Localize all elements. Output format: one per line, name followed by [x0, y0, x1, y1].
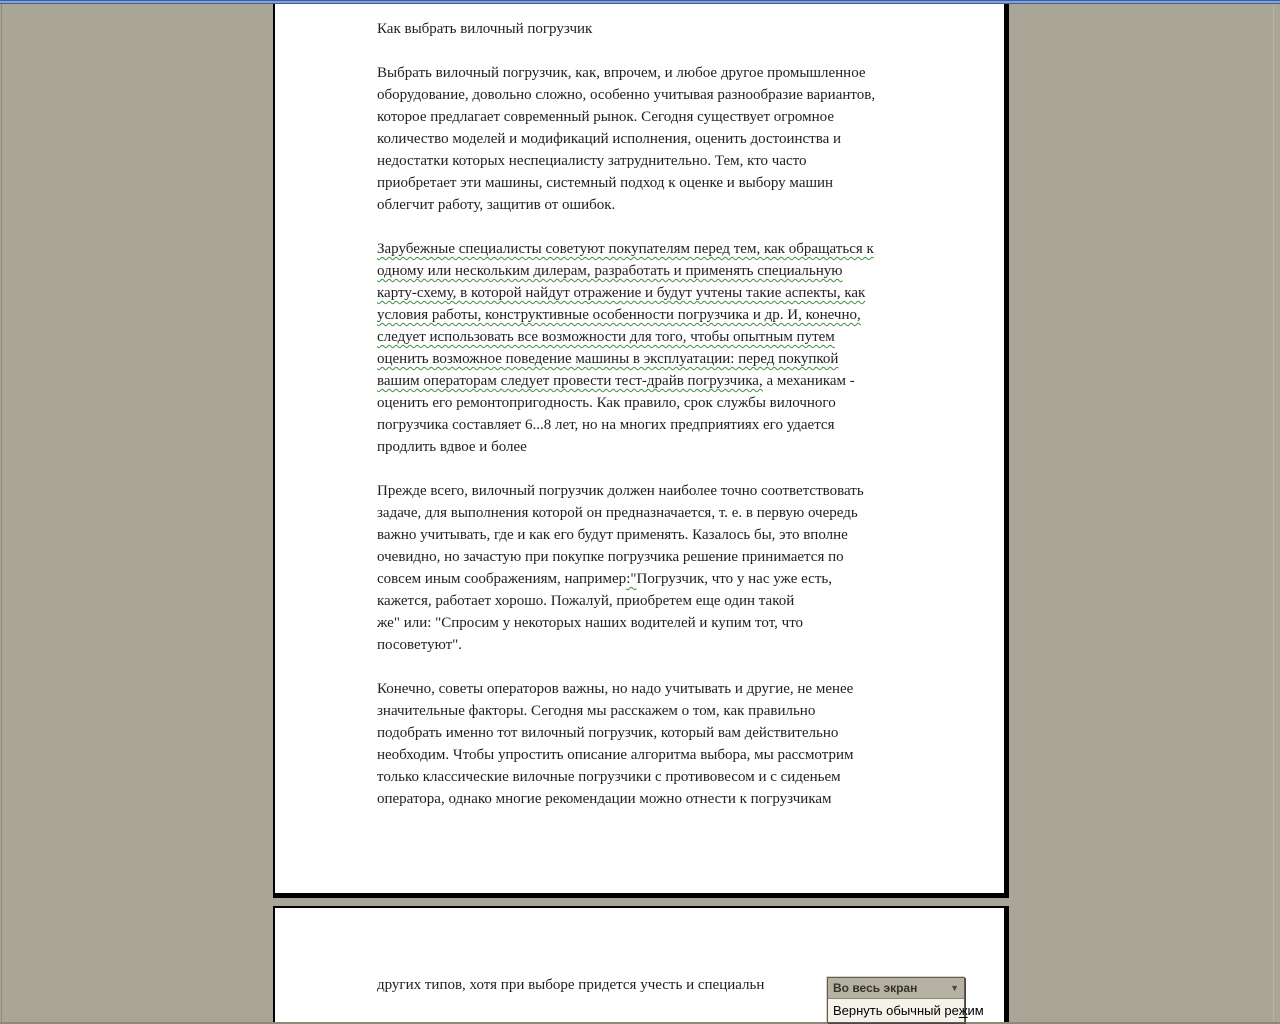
paragraph [377, 480, 974, 656]
window-left-edge [1, 4, 2, 1024]
text-segment: оценить его ремонтопригодность. Как правило, срок службы вилочного [377, 395, 836, 411]
text-segment: подобрать именно тот вилочный погрузчик, который вам действительно [377, 725, 839, 741]
text-segment: Конечно, советы операторов важны, но надо учитывать и другие, не менее [377, 681, 854, 697]
text-line [377, 392, 974, 414]
text-segment: Прежде всего, вилочный погрузчик должен наиболее точно соответствовать [377, 483, 864, 499]
text-segment: недостатки которых неспециалисту затруднительно. Тем, кто часто [377, 153, 807, 169]
restore-label-suffix: им [967, 1003, 984, 1018]
toolbar-title-label: Во весь экран [833, 981, 918, 995]
text-segment: а механикам - [762, 373, 855, 389]
text-line [377, 238, 974, 260]
text-line [377, 744, 974, 766]
document-page-1[interactable] [273, 4, 1009, 898]
text-line [377, 348, 974, 370]
text-line [377, 788, 974, 810]
text-segment: совсем иным соображениям, например [377, 571, 627, 587]
text-segment: продлить вдвое и более [377, 439, 527, 455]
text-line [377, 304, 974, 326]
restore-label-accelerator: ж [958, 1003, 968, 1018]
toolbar-titlebar[interactable] [828, 978, 964, 999]
text-line [377, 612, 974, 634]
text-segment: очевидно, но зачастую при покупке погрузчика решение принимается по [377, 549, 844, 565]
text-segment: оборудование, довольно сложно, особенно учитывая разнообразие вариантов, [377, 87, 876, 103]
paragraph [377, 62, 974, 216]
grammar-flagged-text: следует использовать все возможности для того, чтобы опытным путем [377, 329, 835, 345]
text-segment: необходим. Чтобы упростить описание алгоритма выбора, мы рассмотрим [377, 747, 854, 763]
text-line [377, 150, 974, 172]
text-line [377, 590, 974, 612]
page2-text-line: других типов, хотя при выборе придется учесть и специальн [377, 977, 765, 993]
fullscreen-toolbar [827, 977, 984, 1023]
restore-label-prefix: Вернуть обычный ре [833, 1003, 959, 1018]
toolbar-options-arrow-icon[interactable]: ▼ [950, 983, 959, 993]
text-line [377, 678, 974, 700]
paragraph [377, 238, 974, 458]
text-line [377, 502, 974, 524]
text-line [377, 568, 974, 590]
text-line [377, 436, 974, 458]
text-line [377, 546, 974, 568]
text-line [377, 194, 974, 216]
text-line [377, 524, 974, 546]
text-line [377, 260, 974, 282]
paragraph [377, 678, 974, 810]
grammar-flagged-text: карту-схему, в которой найдут отражение и будут учтены такие аспекты, как [377, 285, 866, 301]
text-line [377, 766, 974, 788]
page1-text [377, 62, 974, 810]
text-line [377, 370, 974, 392]
text-segment: посоветуют". [377, 637, 463, 653]
text-line [377, 722, 974, 744]
text-segment: которое предлагает современный рынок. Сегодня существует огромное [377, 109, 834, 125]
text-line [377, 84, 974, 106]
page1-content [275, 4, 1004, 810]
text-line [377, 128, 974, 150]
text-segment: значительные факторы. Сегодня мы расскажем о том, как правильно [377, 703, 816, 719]
text-line [377, 172, 974, 194]
text-line [377, 282, 974, 304]
grammar-flagged-text: условия работы, конструктивные особенности погрузчика и др. И, конечно, [377, 307, 861, 323]
text-segment: только классические вилочные погрузчики с противовесом и с сиденьем [377, 769, 841, 785]
text-segment: важно учитывать, где и как его будут применять. Казалось бы, это вполне [377, 527, 848, 543]
text-segment: кажется, работает хорошо. Пожалуй, приобретем еще один такой [377, 593, 795, 609]
restore-normal-view-button[interactable] [828, 999, 984, 1022]
text-segment: же" или: "Спросим у некоторых наших водителей и купим тот, что [377, 615, 804, 631]
grammar-flagged-text: оценить возможное поведение машины в эксплуатации: перед покупкой [377, 351, 839, 367]
text-segment: облегчит работу, защитив от ошибок. [377, 197, 616, 213]
text-line [377, 480, 974, 502]
text-segment: Выбрать вилочный погрузчик, как, впрочем, и любое другое промышленное [377, 65, 866, 81]
grammar-flagged-text: одному или нескольким дилерам, разработать и применять специальную [377, 263, 843, 279]
grammar-flagged-text: :" [626, 571, 637, 587]
text-line [377, 700, 974, 722]
text-segment: приобретает эти машины, системный подход к оценке и выбору машин [377, 175, 834, 191]
text-segment: Погрузчик, что у нас уже есть, [636, 571, 832, 587]
text-line [377, 106, 974, 128]
text-segment: погрузчика составляет 6...8 лет, но на многих предприятиях его удается [377, 417, 835, 433]
grammar-flagged-text: Зарубежные специалисты советуют покупателям перед тем, как обращаться к [377, 241, 874, 257]
grammar-flagged-text: вашим операторам следует провести тест-драйв погрузчика, [377, 373, 763, 389]
document-title: Как выбрать вилочный погрузчик [377, 21, 593, 37]
text-line [377, 634, 974, 656]
text-line [377, 414, 974, 436]
text-segment: задаче, для выполнения которой он предназначается, т. е. в первую очередь [377, 505, 858, 521]
text-line [377, 326, 974, 348]
window-right-edge [1273, 4, 1274, 1024]
text-line [377, 62, 974, 84]
text-segment: количество моделей и модификаций исполнения, оценить достоинства и [377, 131, 842, 147]
text-segment: оператора, однако многие рекомендации можно отнести к погрузчикам [377, 791, 832, 807]
